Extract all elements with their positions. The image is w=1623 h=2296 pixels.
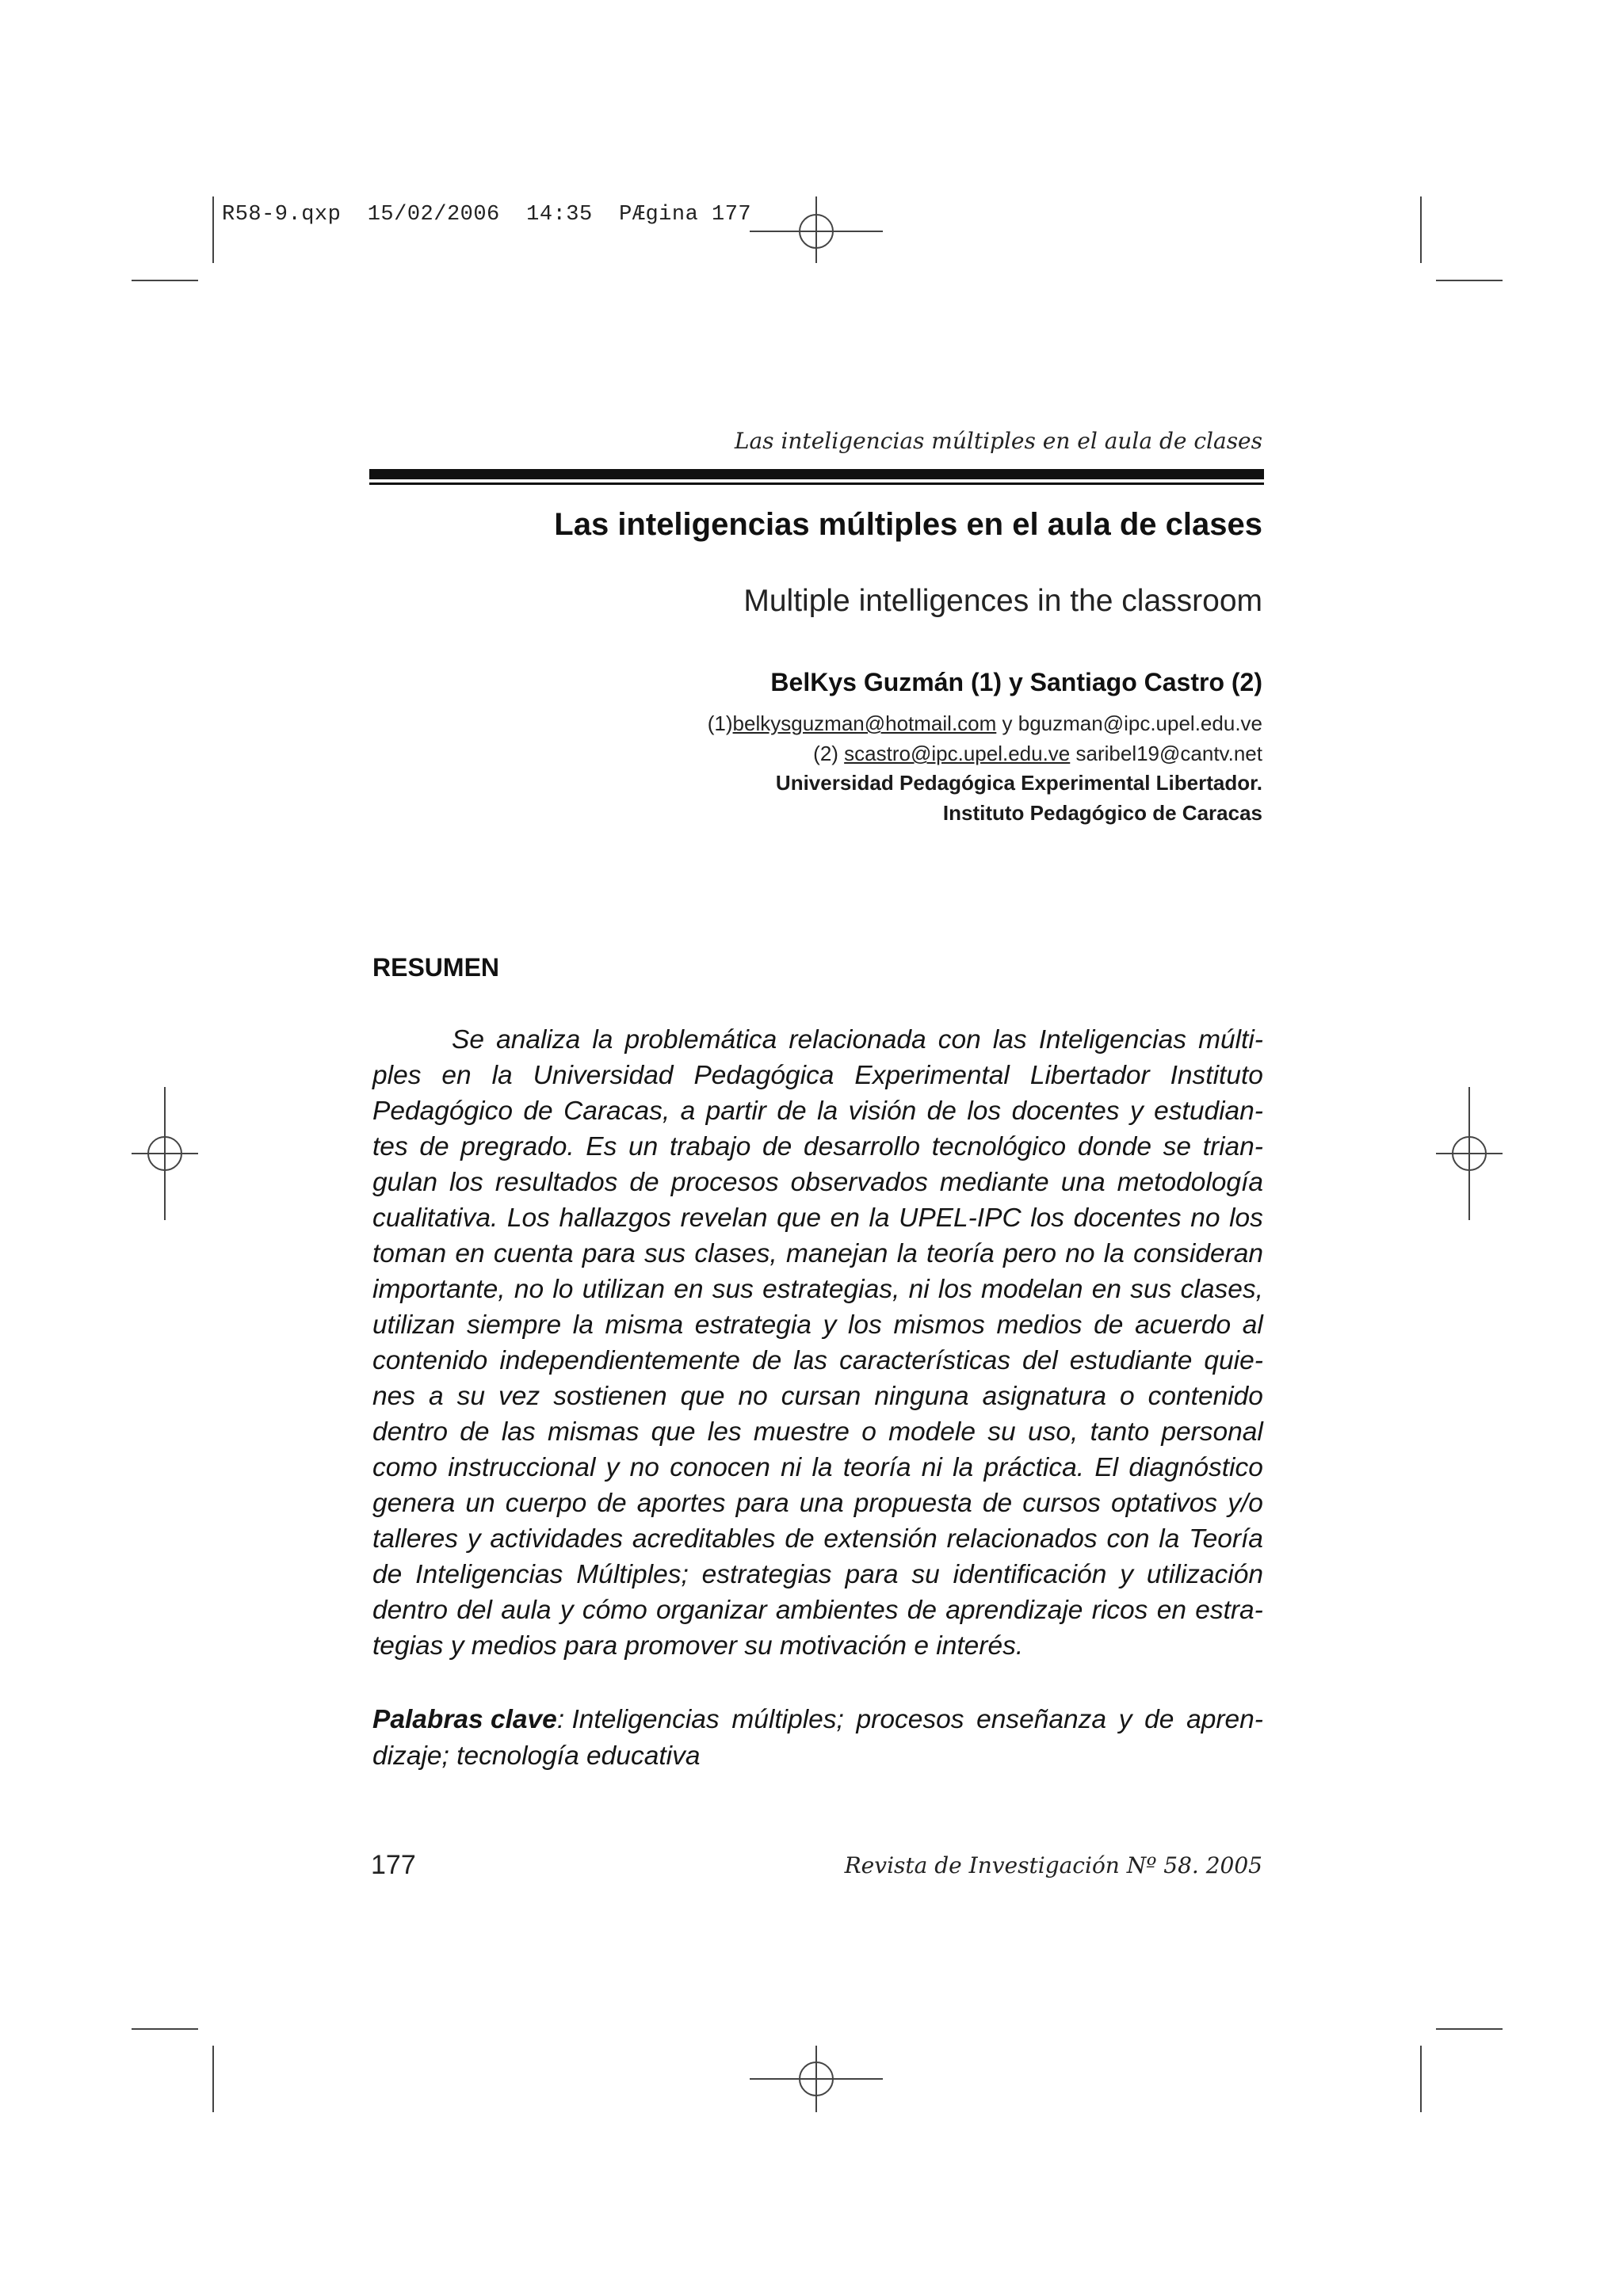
abstract-word: y <box>1120 1560 1133 1589</box>
keywords-label: Palabras clave <box>372 1705 557 1734</box>
abstract-word: la <box>1159 1524 1180 1554</box>
abstract-word: cursan <box>781 1382 861 1411</box>
abstract-word: Universidad <box>533 1061 674 1090</box>
abstract-word: mismos <box>893 1310 985 1340</box>
abstract-word: sus <box>644 1239 686 1268</box>
abstract-word: la <box>953 1453 974 1482</box>
abstract-word: acreditables <box>632 1524 776 1554</box>
abstract-word: las <box>992 1025 1027 1055</box>
abstract-word: y <box>559 1596 574 1625</box>
abstract-word: trian- <box>1202 1132 1263 1161</box>
abstract-word: una <box>1060 1168 1106 1197</box>
email-prefix-1: (1) <box>707 711 733 735</box>
abstract-word: para <box>582 1239 636 1268</box>
abstract-word: aula <box>501 1596 552 1625</box>
keywords-first-word <box>372 1702 720 1738</box>
abstract-word: de <box>629 1168 659 1197</box>
abstract-word: ples <box>372 1061 422 1090</box>
abstract-word: contenido <box>372 1346 488 1375</box>
abstract-word: Es <box>586 1132 617 1161</box>
abstract-word: la <box>817 1097 838 1126</box>
abstract-word: cuerpo <box>505 1489 587 1518</box>
abstract-word: uso, <box>1027 1417 1079 1447</box>
abstract-word: y <box>605 1453 620 1482</box>
abstract-word: o <box>861 1417 876 1447</box>
abstract-word: les <box>707 1417 742 1447</box>
abstract-word: extensión <box>823 1524 938 1554</box>
abstract-word: pero <box>1002 1239 1057 1268</box>
abstract-word: muestre <box>753 1417 850 1447</box>
abstract-line <box>372 1200 1263 1236</box>
abstract-word: se <box>1163 1132 1191 1161</box>
abstract-word: identificación <box>953 1560 1107 1589</box>
abstract-word: tes <box>372 1132 408 1161</box>
abstract-word: mismas <box>547 1417 640 1447</box>
abstract-word: desarrollo <box>803 1132 921 1161</box>
abstract-line <box>372 1628 1263 1664</box>
abstract-word: modelan <box>980 1275 1083 1304</box>
abstract-word: de <box>751 1346 782 1375</box>
institution-line-1: Universidad Pedagógica Experimental Libertador. <box>775 771 1262 795</box>
abstract-word: características <box>839 1346 1011 1375</box>
abstract-word: en <box>441 1061 472 1090</box>
abstract-word: y/o <box>1228 1489 1263 1518</box>
abstract-word: a <box>429 1382 444 1411</box>
abstract-word: ni <box>921 1453 942 1482</box>
abstract-line <box>372 1058 1263 1093</box>
abstract-word: y <box>1129 1097 1144 1126</box>
crop-mark-bottom-right-horizontal <box>1436 2028 1503 2030</box>
abstract-word: cuenta <box>493 1239 574 1268</box>
abstract-word: donde <box>1077 1132 1151 1161</box>
abstract-line <box>372 1521 1263 1557</box>
abstract-word: trabajo <box>669 1132 751 1161</box>
abstract-word: gulan <box>372 1168 437 1197</box>
abstract-word: de <box>982 1489 1013 1518</box>
abstract-word: lo <box>552 1275 574 1304</box>
abstract-body <box>372 1022 1263 1664</box>
abstract-word: ninguna <box>874 1382 969 1411</box>
abstract-word: que <box>680 1382 725 1411</box>
abstract-word: Inteligencias <box>1038 1025 1186 1055</box>
author-emails-2 <box>813 742 1262 766</box>
abstract-word: Pedagógica <box>693 1061 834 1090</box>
keywords-line-1 <box>372 1702 1263 1738</box>
abstract-word: hallazgos <box>559 1203 672 1233</box>
abstract-word: su <box>911 1560 940 1589</box>
abstract-word: y <box>467 1524 481 1554</box>
abstract-word: ni <box>781 1453 802 1482</box>
abstract-line <box>372 1236 1263 1272</box>
crop-mark-top-right-horizontal <box>1436 280 1503 281</box>
abstract-word: Se <box>452 1025 484 1055</box>
abstract-word: y <box>823 1310 837 1340</box>
abstract-word: misma <box>605 1310 684 1340</box>
abstract-word: de <box>419 1132 449 1161</box>
abstract-word: ni <box>908 1275 930 1304</box>
abstract-word: aprendizaje <box>945 1596 1083 1625</box>
abstract-word: cursos <box>1022 1489 1101 1518</box>
abstract-word: genera <box>372 1489 456 1518</box>
abstract-word: con <box>938 1025 981 1055</box>
printer-slug: R58-9.qxp 15/02/2006 14:35 PÆgina 177 <box>222 203 752 227</box>
abstract-word: múlti- <box>1198 1025 1263 1055</box>
abstract-word: consideran <box>1133 1239 1263 1268</box>
abstract-word: metodología <box>1117 1168 1263 1197</box>
abstract-word: de <box>777 1097 807 1126</box>
journal-footer: Revista de Investigación Nº 58. 2005 <box>844 1852 1262 1878</box>
abstract-word: dentro <box>372 1596 448 1625</box>
abstract-word: contenido <box>1148 1382 1263 1411</box>
abstract-word: Caracas, <box>563 1097 670 1126</box>
crop-mark-top-left-horizontal <box>132 280 198 281</box>
abstract-word: no <box>1190 1203 1220 1233</box>
abstract-word: actividades <box>490 1524 624 1554</box>
keywords-block <box>372 1702 1263 1775</box>
abstract-word: sus <box>712 1275 754 1304</box>
abstract-word: no <box>629 1453 659 1482</box>
abstract-word: docentes <box>1073 1203 1182 1233</box>
article-subtitle: Multiple intelligences in the classroom <box>743 584 1262 618</box>
abstract-word: o <box>1120 1382 1135 1411</box>
abstract-word: partir <box>705 1097 766 1126</box>
abstract-word: práctica. <box>983 1453 1085 1482</box>
keywords-word: de <box>1144 1705 1174 1734</box>
abstract-word: aportes <box>636 1489 726 1518</box>
abstract-word: clases, <box>694 1239 777 1268</box>
abstract-word: utilización <box>1146 1560 1263 1589</box>
abstract-word: tegias y medios para promover su motivación e interés. <box>372 1631 1024 1661</box>
abstract-word: modele <box>888 1417 976 1447</box>
abstract-word: a <box>680 1097 696 1126</box>
abstract-word: del <box>456 1596 492 1625</box>
abstract-word: sostienen <box>553 1382 667 1411</box>
abstract-word: personal <box>1161 1417 1263 1447</box>
abstract-word: observados <box>790 1168 928 1197</box>
abstract-word: toman <box>372 1239 447 1268</box>
abstract-word: la <box>1103 1239 1125 1268</box>
abstract-word: visión <box>848 1097 917 1126</box>
abstract-word: de <box>907 1596 937 1625</box>
abstract-word: Los <box>506 1203 550 1233</box>
abstract-word: no <box>1065 1239 1095 1268</box>
abstract-word: clases, <box>1180 1275 1263 1304</box>
abstract-line <box>372 1093 1263 1129</box>
abstract-word: Pedagógico <box>372 1097 513 1126</box>
abstract-word: en <box>674 1275 704 1304</box>
crop-mark-bottom-right-vertical <box>1420 2046 1422 2112</box>
abstract-word: estrategias <box>701 1560 832 1589</box>
abstract-word: dentro <box>372 1417 448 1447</box>
registration-mark-top-circle <box>799 214 834 249</box>
abstract-word: una <box>799 1489 844 1518</box>
article-authors: BelKys Guzmán (1) y Santiago Castro (2) <box>770 668 1262 696</box>
abstract-word: resultados <box>495 1168 618 1197</box>
abstract-word: talleres <box>372 1524 458 1554</box>
abstract-word: vez <box>498 1382 540 1411</box>
abstract-word: las <box>793 1346 828 1375</box>
keywords-word: enseñanza <box>976 1705 1107 1734</box>
abstract-word: no <box>738 1382 768 1411</box>
crop-mark-top-left-vertical <box>212 196 214 263</box>
abstract-word: los <box>1229 1203 1263 1233</box>
abstract-word: Experimental <box>854 1061 1010 1090</box>
abstract-word: la <box>592 1025 613 1055</box>
abstract-word: cómo <box>582 1596 647 1625</box>
abstract-word: en <box>830 1203 860 1233</box>
abstract-word: revelan <box>680 1203 768 1233</box>
abstract-word: de <box>523 1097 553 1126</box>
abstract-word: la <box>572 1310 594 1340</box>
abstract-word: acuerdo <box>1135 1310 1232 1340</box>
abstract-word: en <box>1091 1275 1121 1304</box>
abstract-word: de <box>762 1132 792 1161</box>
abstract-word: con <box>1106 1524 1150 1554</box>
abstract-word: Instituto <box>1170 1061 1263 1090</box>
abstract-word: del <box>1022 1346 1058 1375</box>
abstract-word: manejan <box>785 1239 888 1268</box>
abstract-word: la <box>869 1203 890 1233</box>
abstract-word: estra- <box>1195 1596 1263 1625</box>
abstract-line <box>372 1272 1263 1307</box>
abstract-word: de <box>460 1417 490 1447</box>
abstract-word: para <box>735 1489 789 1518</box>
email-prefix-2: (2) <box>813 742 845 765</box>
abstract-word: de <box>926 1097 957 1126</box>
abstract-word: Inteligencias <box>415 1560 563 1589</box>
abstract-word: en <box>1156 1596 1186 1625</box>
abstract-line <box>372 1592 1263 1628</box>
abstract-line <box>372 1557 1263 1592</box>
abstract-word: UPEL-IPC <box>899 1203 1022 1233</box>
abstract-line <box>372 1486 1263 1521</box>
abstract-word: un <box>465 1489 495 1518</box>
abstract-word: utilizan <box>582 1275 665 1304</box>
abstract-line <box>372 1307 1263 1343</box>
abstract-word: de <box>1094 1310 1124 1340</box>
abstract-word: un <box>628 1132 659 1161</box>
crop-mark-bottom-left-horizontal <box>132 2028 198 2030</box>
abstract-word: docentes <box>1011 1097 1120 1126</box>
abstract-word: mediante <box>939 1168 1049 1197</box>
abstract-word: analiza <box>496 1025 581 1055</box>
abstract-line <box>372 1379 1263 1414</box>
registration-mark-left-circle <box>147 1136 182 1171</box>
email-rest-2: saribel19@cantv.net <box>1070 742 1262 765</box>
email-rest-1: y bguzman@ipc.upel.edu.ve <box>996 711 1262 735</box>
author-emails-1 <box>708 711 1262 736</box>
abstract-word: importante, <box>372 1275 506 1304</box>
abstract-word: El <box>1094 1453 1119 1482</box>
abstract-word: problemática <box>624 1025 777 1055</box>
abstract-word: teoría <box>926 1239 995 1268</box>
abstract-word: propuesta <box>854 1489 972 1518</box>
abstract-word: no <box>514 1275 544 1304</box>
abstract-word: las <box>501 1417 536 1447</box>
abstract-word: la <box>812 1453 833 1482</box>
abstract-line <box>372 1450 1263 1486</box>
abstract-word: utilizan <box>372 1310 456 1340</box>
email-link-2[interactable]: scastro@ipc.upel.edu.ve <box>844 742 1071 765</box>
abstract-word: los <box>967 1097 1002 1126</box>
abstract-word: que <box>777 1203 821 1233</box>
abstract-line <box>372 1022 1263 1058</box>
keywords-word: apren- <box>1186 1705 1263 1734</box>
crop-mark-bottom-left-vertical <box>212 2046 214 2112</box>
abstract-word: Múltiples; <box>576 1560 689 1589</box>
abstract-word: los <box>938 1275 972 1304</box>
abstract-line <box>372 1343 1263 1379</box>
keywords-line-2 <box>372 1738 1263 1775</box>
keywords-word: y <box>1118 1705 1132 1734</box>
abstract-word: instruccional <box>448 1453 596 1482</box>
abstract-word: nes <box>372 1382 416 1411</box>
abstract-word: que <box>651 1417 696 1447</box>
abstract-word: la <box>896 1239 918 1268</box>
abstract-word: la <box>491 1061 513 1090</box>
abstract-word: los <box>1030 1203 1065 1233</box>
email-link-1[interactable]: belkysguzman@hotmail.com <box>732 711 997 735</box>
keywords-word: procesos <box>856 1705 964 1734</box>
abstract-word: estrategias, <box>762 1275 900 1304</box>
institution-line-2: Instituto Pedagógico de Caracas <box>942 801 1262 825</box>
article-title: Las inteligencias múltiples en el aula de clases <box>554 507 1262 542</box>
abstract-word: relacionados <box>946 1524 1098 1554</box>
page-number: 177 <box>371 1850 416 1880</box>
abstract-word: pregrado. <box>460 1132 575 1161</box>
abstract-word: como <box>372 1453 437 1482</box>
abstract-word: independientemente <box>499 1346 740 1375</box>
abstract-word: de <box>372 1560 403 1589</box>
keywords-word: : Inteligencias <box>556 1705 720 1734</box>
abstract-word: para <box>845 1560 899 1589</box>
abstract-word: relacionada <box>789 1025 926 1055</box>
abstract-word: procesos <box>670 1168 779 1197</box>
abstract-word: Teoría <box>1189 1524 1263 1554</box>
abstract-word: al <box>1242 1310 1263 1340</box>
abstract-word: tecnológico <box>931 1132 1067 1161</box>
abstract-word: Libertador <box>1029 1061 1150 1090</box>
keywords-text-2: dizaje; tecnología educativa <box>372 1741 701 1771</box>
abstract-word: optativos <box>1111 1489 1218 1518</box>
abstract-word: su <box>456 1382 486 1411</box>
abstract-line <box>372 1129 1263 1165</box>
keywords-word: múltiples; <box>731 1705 844 1734</box>
abstract-word: estudiante <box>1069 1346 1193 1375</box>
abstract-word: los <box>449 1168 483 1197</box>
abstract-word: en <box>455 1239 485 1268</box>
abstract-heading: RESUMEN <box>372 953 500 982</box>
abstract-word: organizar <box>655 1596 767 1625</box>
abstract-word: cualitativa. <box>372 1203 498 1233</box>
registration-mark-right-circle <box>1452 1136 1487 1171</box>
header-rule-thin <box>369 482 1264 485</box>
abstract-line <box>372 1165 1263 1200</box>
abstract-word: los <box>847 1310 882 1340</box>
abstract-word: ambientes <box>775 1596 899 1625</box>
abstract-word: su <box>987 1417 1016 1447</box>
abstract-word: estudian- <box>1154 1097 1263 1126</box>
abstract-word: siempre <box>466 1310 562 1340</box>
registration-mark-bottom-circle <box>799 2061 834 2096</box>
abstract-word: quie- <box>1204 1346 1263 1375</box>
crop-mark-top-right-vertical <box>1420 196 1422 263</box>
abstract-word: tanto <box>1090 1417 1150 1447</box>
header-rule-thick <box>369 469 1264 479</box>
abstract-word: medios <box>996 1310 1083 1340</box>
abstract-word: ricos <box>1091 1596 1148 1625</box>
abstract-word: diagnóstico <box>1128 1453 1263 1482</box>
abstract-word: teoría <box>842 1453 911 1482</box>
abstract-word: de <box>597 1489 627 1518</box>
running-header: Las inteligencias múltiples en el aula de clases <box>734 428 1262 454</box>
abstract-word: estrategia <box>694 1310 812 1340</box>
abstract-word: sus <box>1130 1275 1172 1304</box>
abstract-word: de <box>785 1524 815 1554</box>
abstract-line <box>372 1414 1263 1450</box>
abstract-word: conocen <box>670 1453 770 1482</box>
abstract-word: asignatura <box>982 1382 1107 1411</box>
